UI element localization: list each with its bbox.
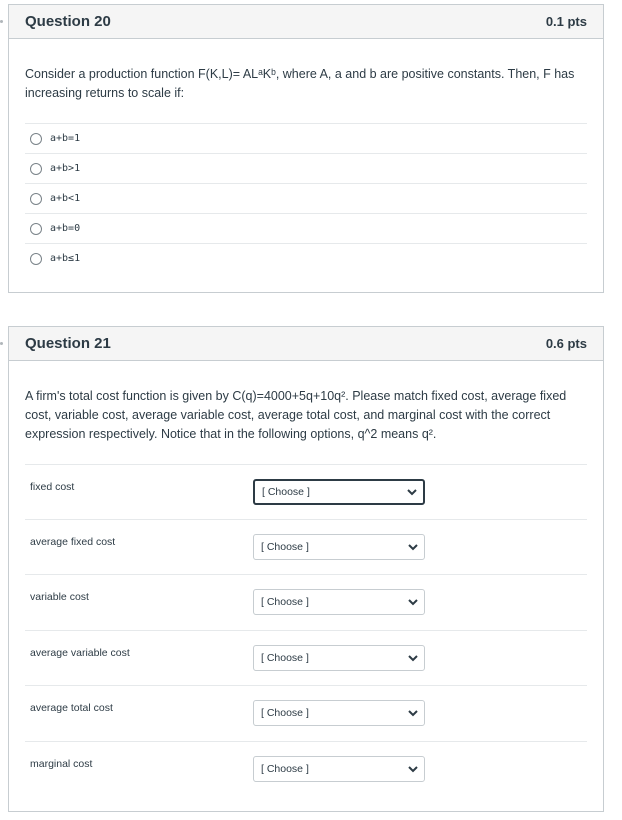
answer-label: a+b=0 <box>50 223 81 234</box>
radio-button[interactable] <box>30 133 42 145</box>
match-label: average total cost <box>30 702 113 714</box>
match-label: average variable cost <box>30 647 130 659</box>
answer-option[interactable] <box>25 213 587 243</box>
question-card-21 <box>8 326 604 812</box>
question-card-20 <box>8 4 604 293</box>
answer-label: a+b>1 <box>50 163 81 174</box>
question-points: 0.6 pts <box>545 336 587 351</box>
chevron-down-icon <box>407 487 417 497</box>
radio-button[interactable] <box>30 223 42 235</box>
chevron-down-icon <box>408 542 418 552</box>
dropdown-value: [ Choose ] <box>261 541 309 553</box>
answer-list <box>25 123 587 273</box>
dropdown-value: [ Choose ] <box>261 707 309 719</box>
choose-dropdown[interactable] <box>253 700 425 726</box>
radio-button[interactable] <box>30 193 42 205</box>
answer-label: a+b≤1 <box>50 253 81 264</box>
question-text <box>25 65 587 103</box>
question-header <box>9 327 603 361</box>
match-row <box>25 741 587 796</box>
answer-label: a+b=1 <box>50 133 81 144</box>
choose-dropdown[interactable] <box>253 756 425 782</box>
dropdown-value: [ Choose ] <box>262 486 310 498</box>
question-points: 0.1 pts <box>545 14 587 29</box>
match-label: average fixed cost <box>30 536 116 548</box>
question-title: Question 20 <box>25 13 111 30</box>
chevron-down-icon <box>408 708 418 718</box>
dropdown-value: [ Choose ] <box>261 596 309 608</box>
answer-option[interactable] <box>25 243 587 273</box>
radio-button[interactable] <box>30 253 42 265</box>
match-row <box>25 519 587 574</box>
chevron-down-icon <box>408 653 418 663</box>
answer-option[interactable] <box>25 123 587 153</box>
choose-dropdown[interactable] <box>253 589 425 615</box>
choose-dropdown[interactable] <box>253 534 425 560</box>
question-text-line: A firm's total cost function is given by C(q)=4000+5q+10q². Please match fixed cost, average fixed <box>25 389 567 403</box>
answer-label: a+b<1 <box>50 193 81 204</box>
question-text-line: expression respectively. Notice that in the following options, q^2 means q². <box>25 427 437 441</box>
match-row <box>25 464 587 519</box>
answer-option[interactable] <box>25 153 587 183</box>
question-header <box>9 5 603 39</box>
question-text <box>25 387 587 444</box>
dropdown-value: [ Choose ] <box>261 763 309 775</box>
answer-option[interactable] <box>25 183 587 213</box>
match-row <box>25 630 587 685</box>
chevron-down-icon <box>408 597 418 607</box>
question-text-line: Consider a production function F(K,L)= ALᵃKᵇ, where A, a and b are positive constants. Then, F has <box>25 67 575 81</box>
match-label: marginal cost <box>30 758 93 770</box>
margin-marker <box>0 20 3 23</box>
question-text-line: increasing returns to scale if: <box>25 86 185 100</box>
match-label: variable cost <box>30 591 89 603</box>
match-label: fixed cost <box>30 481 75 493</box>
match-row <box>25 574 587 629</box>
radio-button[interactable] <box>30 163 42 175</box>
choose-dropdown[interactable] <box>253 645 425 671</box>
dropdown-value: [ Choose ] <box>261 652 309 664</box>
question-title: Question 21 <box>25 335 111 352</box>
match-row <box>25 685 587 740</box>
margin-marker <box>0 342 3 345</box>
chevron-down-icon <box>408 764 418 774</box>
question-text-line: cost, variable cost, average variable cost, average total cost, and marginal cost with the correct <box>25 408 551 422</box>
choose-dropdown[interactable] <box>253 479 425 505</box>
